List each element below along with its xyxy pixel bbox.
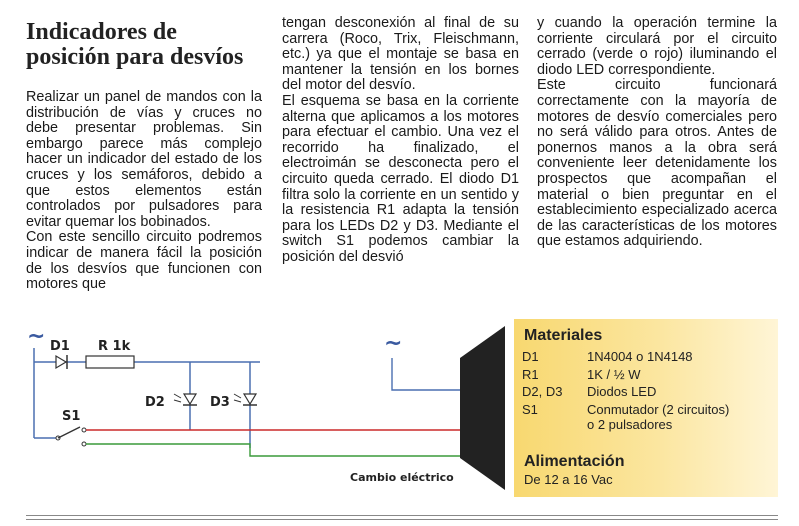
bottom-divider [26,515,778,520]
green-wire [86,444,460,456]
materials-box [514,319,778,497]
article-column-3 [537,16,777,250]
d1-label: D1 [50,339,70,354]
d3-label: D3 [210,395,230,410]
materials-value: 1K / ½ W [587,367,641,382]
materials-ref: R1 [522,367,539,382]
circuit-diagram [0,318,520,498]
article-title [26,20,262,70]
d2-led [174,394,197,405]
title-line-1: Indicadores de [26,19,177,45]
power-value: De 12 a 16 Vac [524,472,613,487]
materials-value: Diodos LED [587,384,657,399]
d2-label: D2 [145,395,165,410]
paragraph: El esquema se basa en la corriente alterna que aplicamos a los motores para efectuar el cambio. Una vez el recorrido ha finalizado, el electroimán se desconecta pero el circuito queda cerrado. El diodo D1 filtra solo la corriente en un sentido y la resistencia R1 adapta la tensión para los LEDs D2 y D3. Mediante el switch S1 podemos cambiar la posición del desvió [282,92,519,265]
materials-ref: D1 [522,349,539,364]
article-column-2 [282,16,519,266]
materials-ref: S1 [522,402,538,417]
ac-source-right-symbol: ~ [384,331,403,356]
paragraph: Realizar un panel de mandos con la distribución de vías y cruces no debe presentar problemas. Sin embargo parece más complejo hacer un indicador del estado de los cruces y los semáforos, debido a que estos elementos están controlados por pulsadores para evitar quemar los bobinados. [26,89,262,230]
paragraph: Este circuito funcionará correctamente con la mayoría de motores de desvío comerciales pero no será válido para otros. Antes de ponernos manos a la obra será conveniente leer detenidamente los prospectos que acompañan el material o bien preguntar en el establecimiento especializado acerca de las características de los motores que estamos adquiriendo. [537,77,777,250]
paragraph: y cuando la operación termine la corriente circulará por el circuito cerrado (verde o rojo) iluminando el diodo LED correspondiente. [537,15,777,78]
materials-value: 1N4004 o 1N4148 [587,349,693,364]
s1-label: S1 [62,409,81,424]
paragraph: tengan desconexión al final de su carrera (Roco, Trix, Fleischmann, etc.) ya que el montaje se basa en mantener la tensión en los bornes del motor del desvío. [282,15,519,94]
turnout-motor-shape [460,326,505,490]
title-line-2: posición para desvíos [26,44,244,70]
materials-ref: D2, D3 [522,384,563,399]
motor-caption: Cambio eléctrico [350,471,454,484]
materials-value: o 2 pulsadores [587,417,673,432]
article-column-1 [26,0,262,293]
s1-switch [34,427,86,446]
d1-diode [56,355,67,369]
r1-label: R 1k [98,339,131,354]
ac-source-left-symbol: ~ [27,324,46,349]
d3-led [234,394,257,405]
paragraph: Con este sencillo circuito podremos indicar de manera fácil la posición de los desvíos que funcionen con motores que [26,229,262,293]
materials-heading: Materiales [524,327,603,344]
materials-value: Conmutador (2 circuitos) [587,402,730,417]
right-rail-wire [392,358,460,390]
r1-resistor [86,356,134,368]
power-heading: Alimentación [524,453,625,470]
